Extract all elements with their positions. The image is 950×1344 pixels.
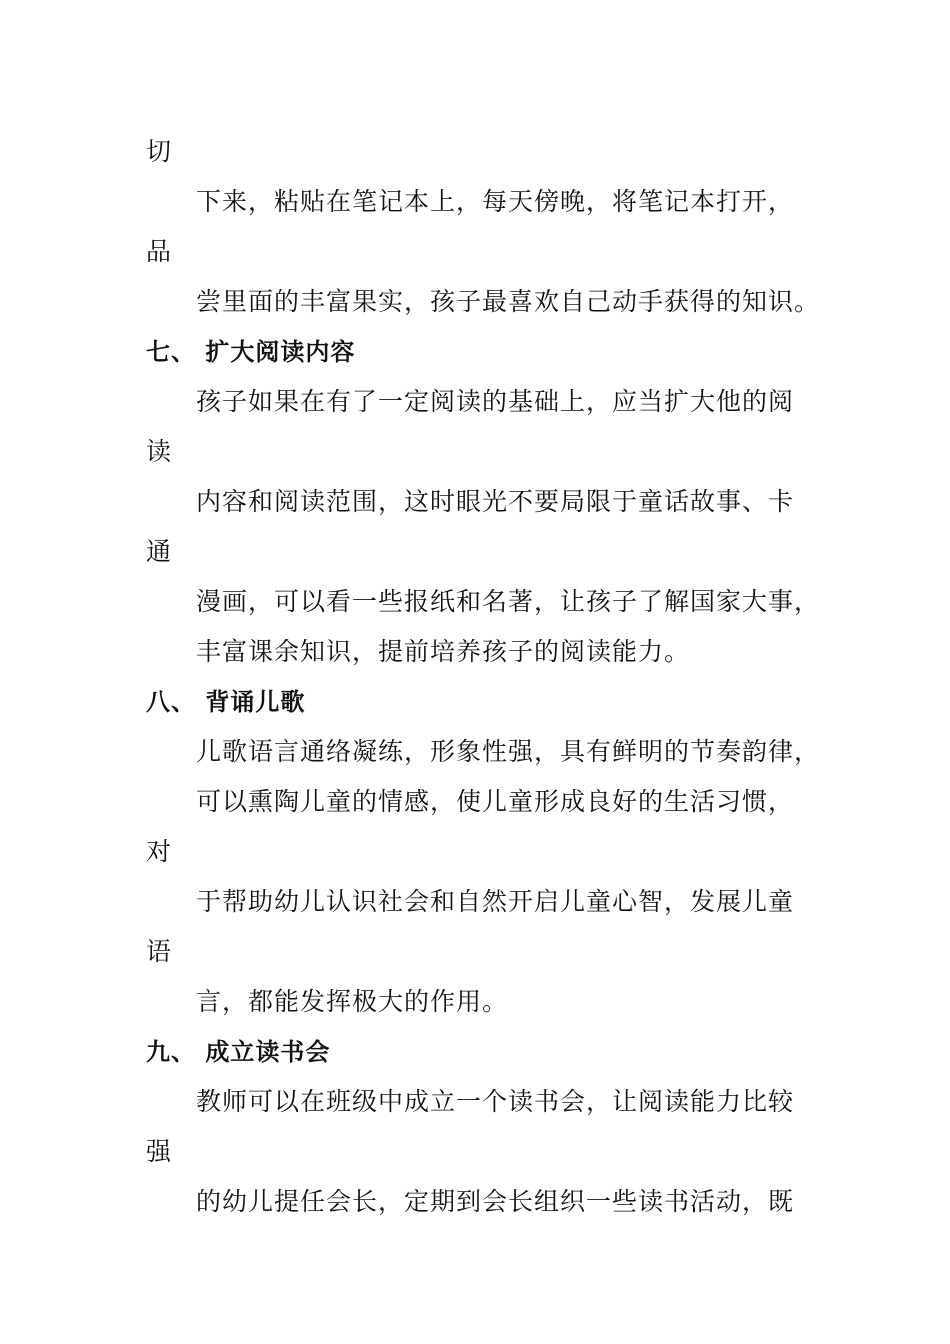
text-line: 品 — [146, 237, 173, 266]
section-heading: 七、 扩大阅读内容 — [146, 338, 356, 366]
text-line: 内容和阅读范围，这时眼光不要局限于童话故事、卡 — [196, 487, 795, 516]
text-line: 强 — [146, 1137, 173, 1166]
section-heading: 九、 成立读书会 — [146, 1038, 331, 1066]
text-line: 下来，粘贴在笔记本上，每天傍晚，将笔记本打开， — [196, 187, 795, 216]
text-line: 言，都能发挥极大的作用。 — [196, 987, 509, 1016]
section-heading: 八、 背诵儿歌 — [146, 688, 306, 716]
text-line: 丰富课余知识，提前培养孩子的阅读能力。 — [196, 637, 691, 666]
text-line: 切 — [146, 137, 173, 166]
text-line: 可以熏陶儿童的情感，使儿童形成良好的生活习惯， — [196, 787, 795, 816]
text-line: 孩子如果在有了一定阅读的基础上，应当扩大他的阅 — [196, 387, 795, 416]
text-line: 语 — [146, 937, 173, 966]
text-line: 尝里面的丰富果实，孩子最喜欢自己动手获得的知识。 — [196, 287, 821, 316]
text-line: 儿歌语言通络凝练，形象性强，具有鲜明的节奏韵律， — [196, 737, 821, 766]
text-line: 通 — [146, 537, 173, 566]
text-line: 的幼儿提任会长，定期到会长组织一些读书活动，既 — [196, 1187, 795, 1216]
text-line: 教师可以在班级中成立一个读书会，让阅读能力比较 — [196, 1087, 795, 1116]
text-line: 对 — [146, 837, 173, 866]
text-line: 读 — [146, 437, 173, 466]
text-line: 于帮助幼儿认识社会和自然开启儿童心智，发展儿童 — [196, 887, 795, 916]
text-line: 漫画，可以看一些报纸和名著，让孩子了解国家大事， — [196, 587, 821, 616]
